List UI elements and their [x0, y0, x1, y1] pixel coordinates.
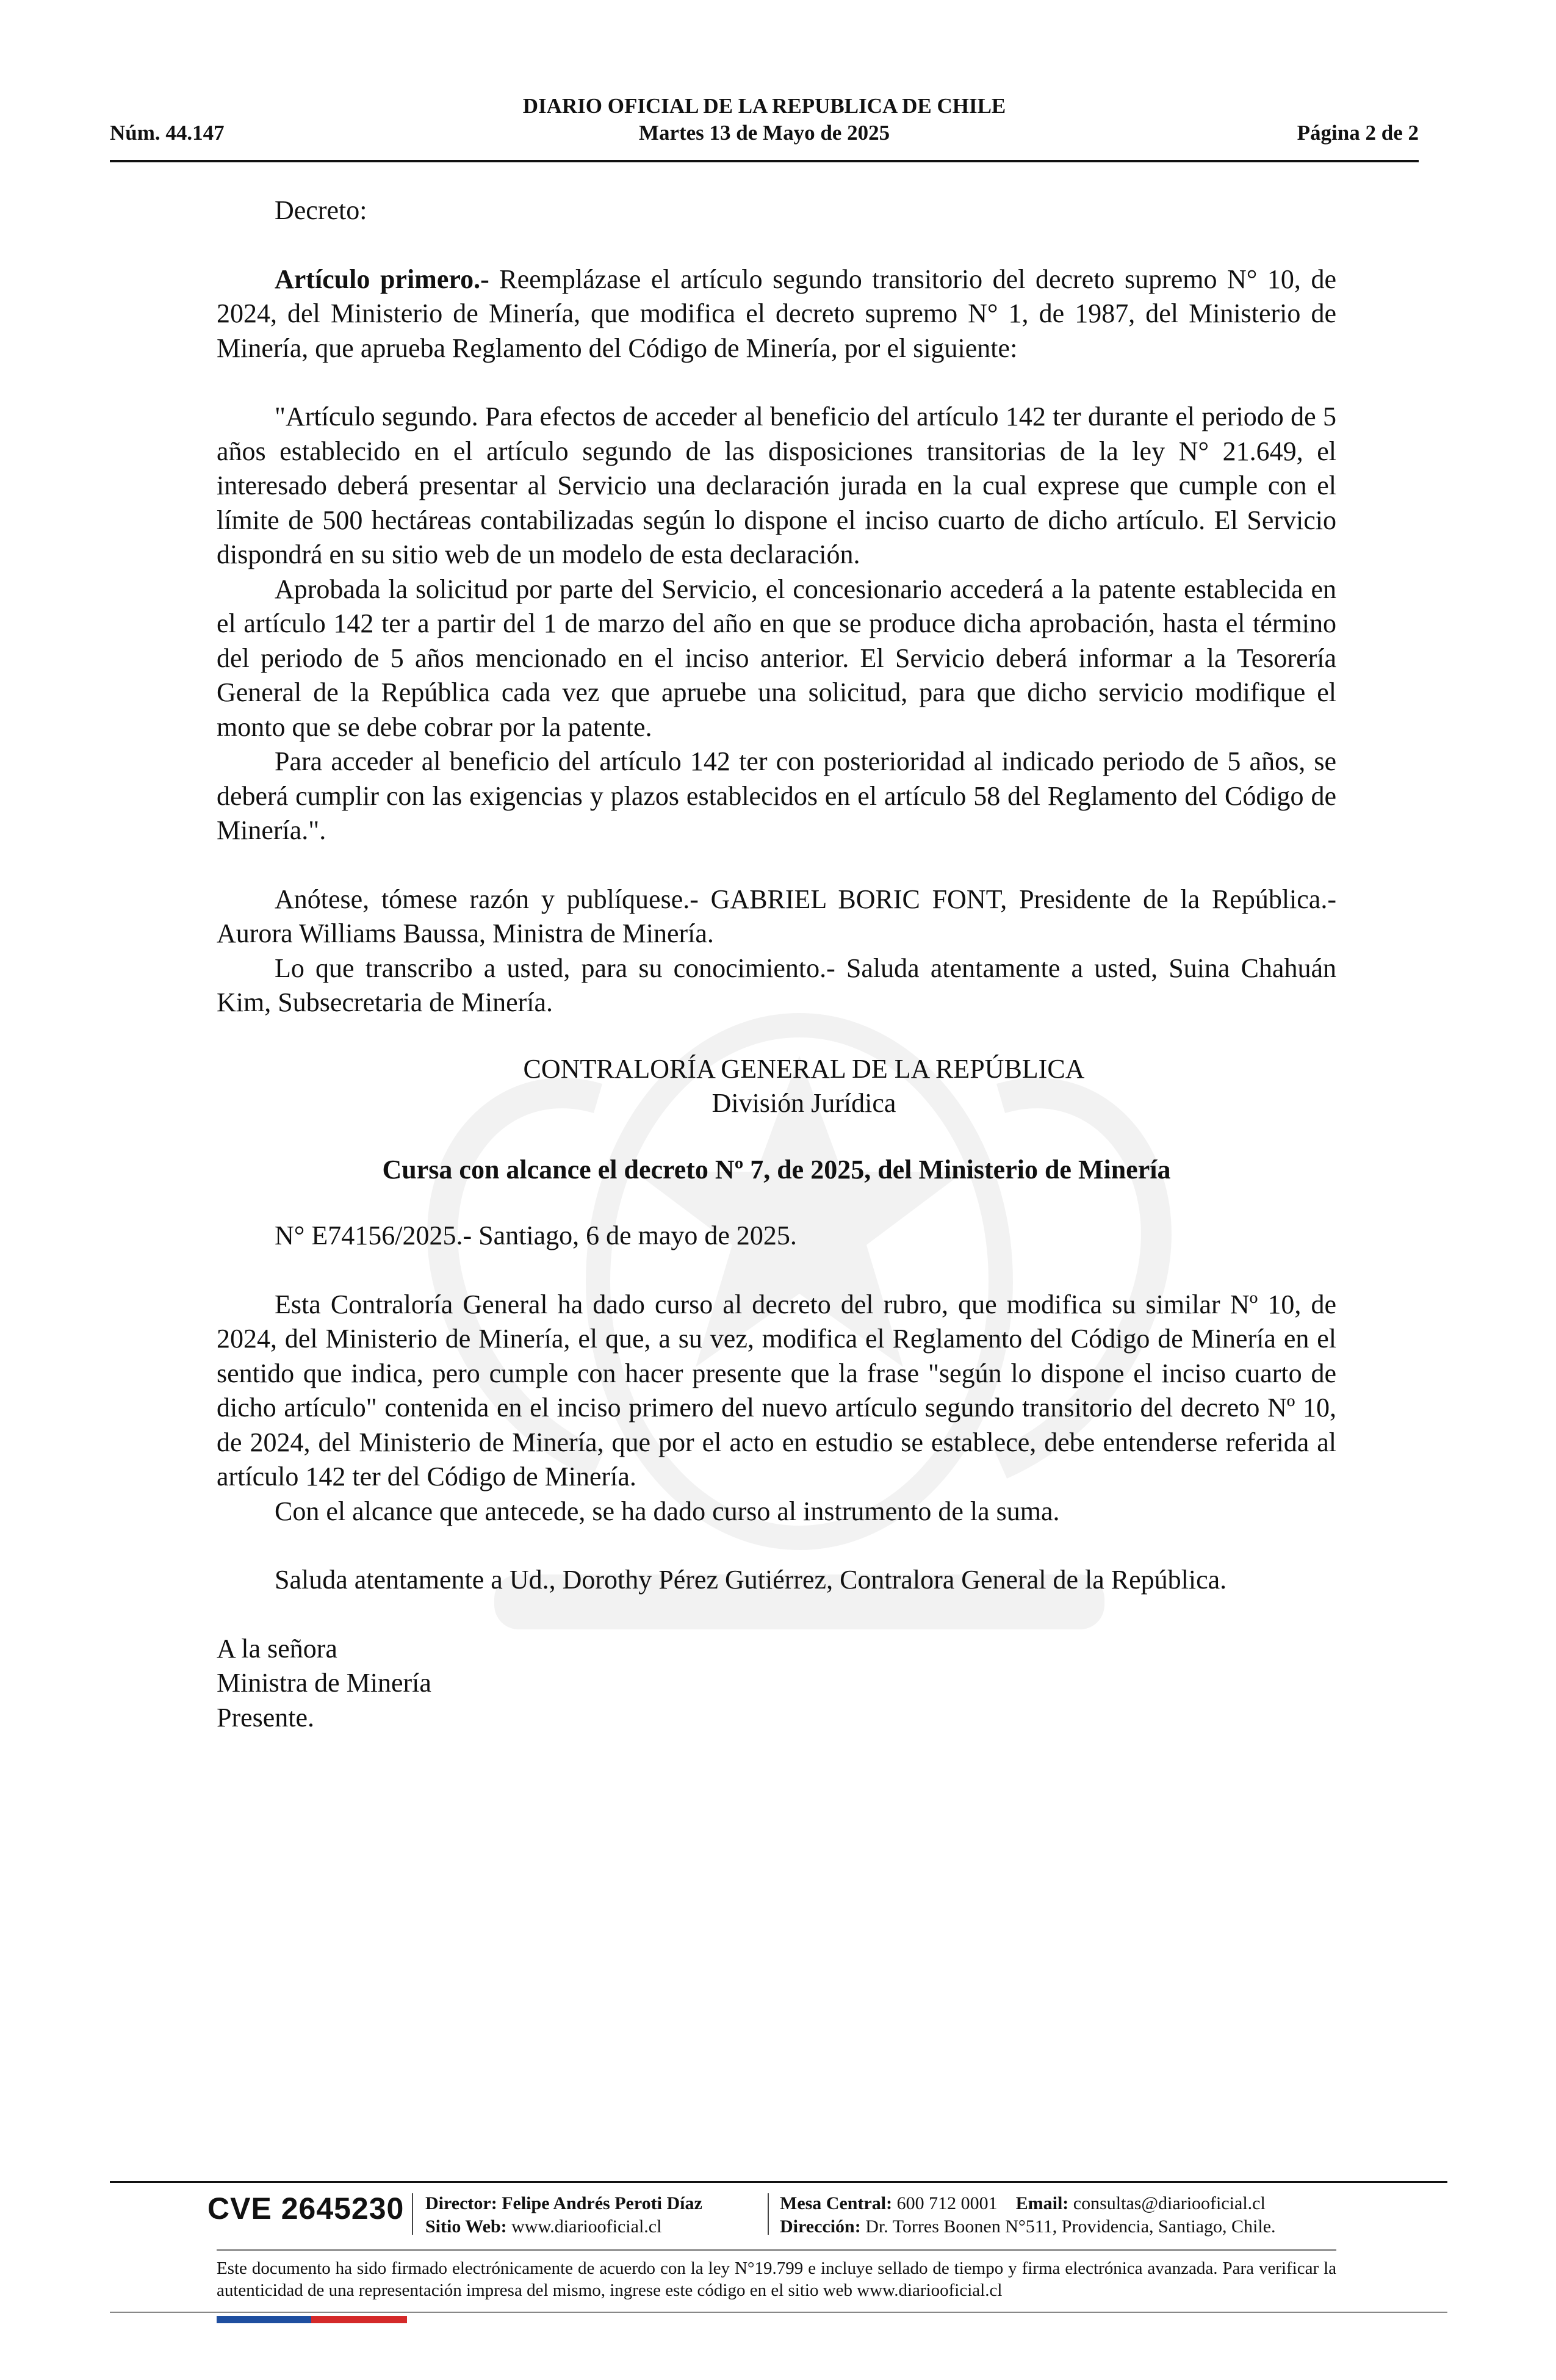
footer-rule-middle [217, 2249, 1336, 2251]
document-body [217, 193, 1336, 1735]
quote-paragraph-2: Aprobada la solicitud por parte del Servicio, el concesionario accederá a la patente establecida en el artículo 142 ter a partir del 1 de marzo del año en que se produce dicha aprobación, hasta el término del periodo de 5 años mencionado en el inciso anterior. El Servicio deberá informar a la Tesorería General de la República cada vez que apruebe una solicitud, para que dicho servicio modifique el monto que se debe cobrar por la patente. [217, 574, 1336, 742]
contraloria-org: CONTRALORÍA GENERAL DE LA REPÚBLICA [523, 1053, 1085, 1084]
addressee-line-3: Presente. [217, 1702, 315, 1733]
page-indicator: Página 2 de 2 [1297, 121, 1419, 145]
contraloria-paragraph-2: Con el alcance que antecede, se ha dado curso al instrumento de la suma. [275, 1496, 1060, 1526]
addressee-line-2: Ministra de Minería [217, 1668, 431, 1698]
contraloria-division: División Jurídica [711, 1088, 896, 1118]
article-one-text: Reemplázase el artículo segundo transitorio del decreto supremo N° 10, de 2024, del Ministerio de Minería, que modifica el decreto supremo N° 1, de 1987, del Ministerio de Minería, que aprueba Reglamento del Código de Minería, por el siguiente: [217, 264, 1336, 363]
footer-legal-note: Este documento ha sido firmado electrónicamente de acuerdo con la ley N°19.799 e incluye sellado de tiempo y firma electrónica avanzada. Para verificar la autenticidad de una representación impresa del mismo, ingrese este código en el sitio web www.diariooficial.cl [217, 2259, 1336, 2300]
footer-contact-block [780, 2192, 1276, 2238]
footer-director-block [425, 2192, 702, 2238]
article-one-label: Artículo primero.- [275, 264, 489, 294]
gazette-title: DIARIO OFICIAL DE LA REPUBLICA DE CHILE [522, 94, 1006, 118]
mesa-label: Mesa Central: [780, 2193, 893, 2213]
addressee-line-1: A la señora [217, 1633, 337, 1664]
address-label: Dirección: [780, 2216, 861, 2237]
closing-paragraph-2: Lo que transcribo a usted, para su conocimiento.- Saluda atentamente a usted, Suina Chahuán Kim, Subsecretaria de Minería. [217, 953, 1336, 1017]
cve-code: CVE 2645230 [207, 2191, 405, 2226]
flag-stripe-blue [217, 2316, 311, 2323]
issue-number: Núm. 44.147 [110, 121, 225, 145]
contraloria-heading: Cursa con alcance el decreto Nº 7, de 2025, del Ministerio de Minería [382, 1154, 1171, 1185]
page-header [110, 93, 1419, 162]
flag-stripe-red [311, 2316, 407, 2323]
mesa-phone: 600 712 0001 [892, 2193, 998, 2213]
closing-paragraph-1: Anótese, tómese razón y publíquese.- GABRIEL BORIC FONT, Presidente de la República.- Aurora Williams Baussa, Ministra de Minería. [217, 884, 1336, 948]
email-link[interactable]: consultas@diariooficial.cl [1068, 2193, 1266, 2213]
issue-date: Martes 13 de Mayo de 2025 [638, 121, 890, 145]
contraloria-paragraph-1: Esta Contraloría General ha dado curso al decreto del rubro, que modifica su similar Nº 10, de 2024, del Ministerio de Minería, el que, a su vez, modifica el Reglamento del Código de Minería en el sentido que indica, pero cumple con hacer presente que la frase "según lo dispone el inciso cuarto de dicho artículo" contenida en el inciso primero del nuevo artículo segundo transitorio del decreto Nº 10, de 2024, del Ministerio de Minería, que por el acto en estudio se establece, debe entenderse referida al artículo 142 ter del Código de Minería. [217, 1289, 1336, 1491]
footer-divider [412, 2193, 413, 2235]
website-label: Sitio Web: [425, 2216, 507, 2237]
website-link[interactable]: www.diariooficial.cl [506, 2216, 662, 2237]
contraloria-signature: Saluda atentamente a Ud., Dorothy Pérez Gutiérrez, Contralora General de la República. [275, 1565, 1227, 1595]
email-label: Email: [1015, 2193, 1069, 2213]
decree-intro: Decreto: [275, 195, 367, 225]
address-text: Dr. Torres Boonen N°511, Providencia, Santiago, Chile. [860, 2216, 1276, 2237]
director-name: Felipe Andrés Peroti Díaz [497, 2193, 702, 2213]
footer-divider [768, 2193, 769, 2235]
contraloria-reference: N° E74156/2025.- Santiago, 6 de mayo de 2025. [275, 1221, 797, 1250]
article-one [217, 262, 1336, 366]
quote-paragraph-3: Para acceder al beneficio del artículo 142 ter con posterioridad al indicado periodo de 5 años, se deberá cumplir con las exigencias y plazos establecidos en el artículo 58 del Reglamento del Código de Minería.". [217, 746, 1336, 845]
footer-rule-top [110, 2181, 1447, 2183]
quote-paragraph-1: "Artículo segundo. Para efectos de acceder al beneficio del artículo 142 ter durante el periodo de 5 años establecido en el artículo segundo de las disposiciones transitorias de la ley N° 21.649, el interesado deberá presentar al Servicio una declaración jurada en la cual exprese que cumple con el límite de 500 hectáreas contabilizadas según lo dispone el inciso cuarto de dicho artículo. El Servicio dispondrá en su sitio web de un modelo de esta declaración. [217, 402, 1336, 569]
footer-rule-bottom [110, 2312, 1447, 2313]
director-label: Director: [425, 2193, 497, 2213]
